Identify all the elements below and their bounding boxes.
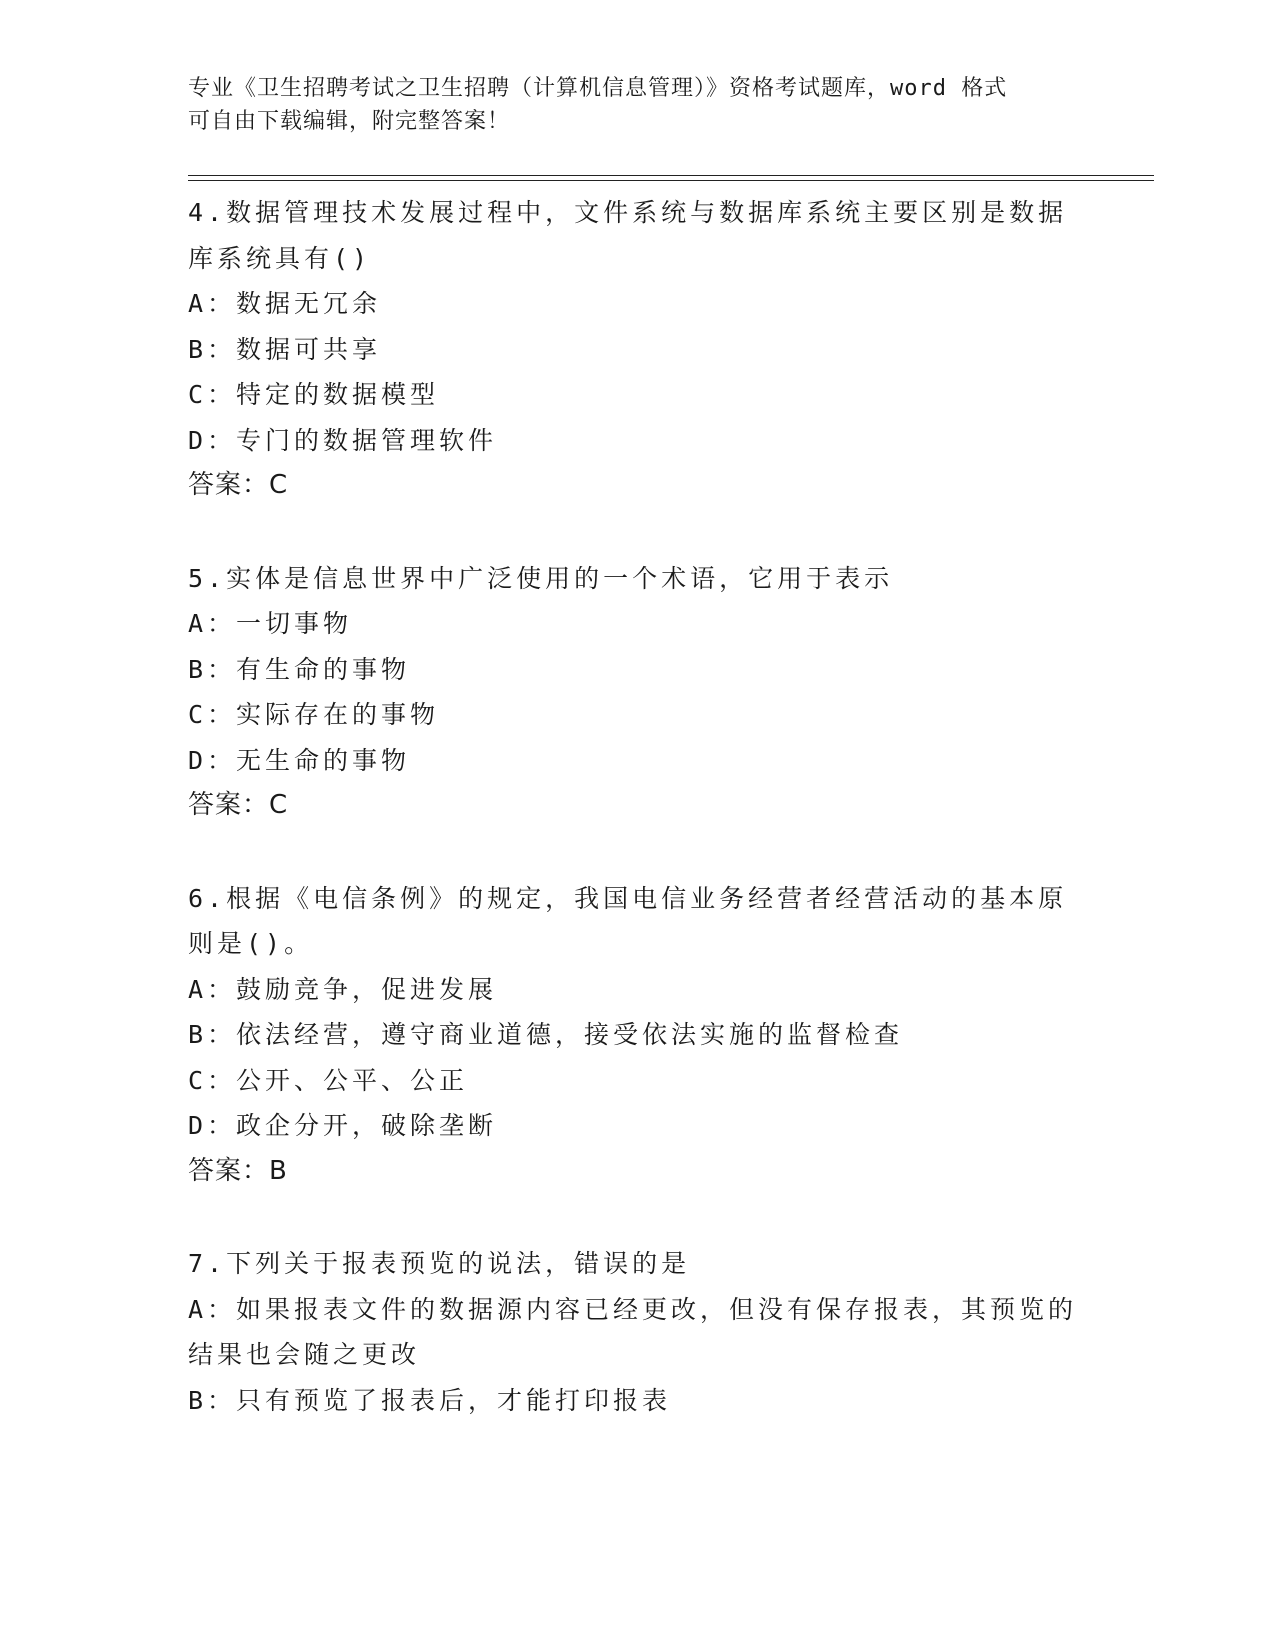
question-list bbox=[188, 190, 1088, 1423]
header-line-2: 可自由下载编辑，附完整答案！ bbox=[188, 109, 511, 134]
question-stem: 库系统具有() bbox=[188, 243, 372, 273]
question-stem: 6.根据《电信条例》的规定，我国电信业务经营者经营活动的基本原 bbox=[188, 883, 1068, 913]
option-c: C：实际存在的事物 bbox=[188, 700, 440, 729]
question-separator bbox=[188, 829, 1088, 876]
question-stem: 7.下列关于报表预览的说法，错误的是 bbox=[188, 1249, 691, 1278]
option-c: C：特定的数据模型 bbox=[188, 380, 440, 409]
header-divider-bottom bbox=[188, 180, 1154, 181]
header-divider-top bbox=[188, 175, 1154, 176]
option-b: B：数据可共享 bbox=[188, 334, 382, 364]
option-b: B：有生命的事物 bbox=[188, 654, 411, 684]
question-5 bbox=[188, 556, 1088, 829]
option-a-continued: 结果也会随之更改 bbox=[188, 1340, 421, 1369]
option-a: A：鼓励竞争，促进发展 bbox=[188, 974, 498, 1004]
option-d: D：政企分开，破除垄断 bbox=[188, 1111, 498, 1140]
question-stem: 5.实体是信息世界中广泛使用的一个术语，它用于表示 bbox=[188, 563, 894, 593]
question-4 bbox=[188, 190, 1088, 509]
answer-label: 答案：C bbox=[188, 470, 289, 500]
question-stem: 4.数据管理技术发展过程中，文件系统与数据库系统主要区别是数据 bbox=[188, 198, 1068, 227]
question-separator bbox=[188, 1194, 1088, 1241]
answer-label: 答案：C bbox=[188, 790, 289, 820]
option-c: C：公开、公平、公正 bbox=[188, 1065, 469, 1095]
option-b: B：只有预览了报表后，才能打印报表 bbox=[188, 1385, 672, 1415]
option-a: A：一切事物 bbox=[188, 609, 353, 638]
document-header bbox=[188, 72, 1068, 138]
answer-label: 答案：B bbox=[188, 1155, 288, 1186]
question-stem: 则是()。 bbox=[188, 929, 314, 958]
option-d: D：专门的数据管理软件 bbox=[188, 425, 498, 455]
question-separator bbox=[188, 509, 1088, 556]
option-a: A：数据无冗余 bbox=[188, 289, 382, 318]
option-a: A：如果报表文件的数据源内容已经更改，但没有保存报表，其预览的 bbox=[188, 1294, 1078, 1324]
header-line-1: 专业《卫生招聘考试之卫生招聘（计算机信息管理）》资格考试题库，word 格式 bbox=[188, 76, 1008, 101]
option-d: D：无生命的事物 bbox=[188, 745, 411, 775]
option-b: B：依法经营，遵守商业道德，接受依法实施的监督检查 bbox=[188, 1020, 904, 1049]
question-6 bbox=[188, 876, 1088, 1195]
question-7 bbox=[188, 1241, 1088, 1423]
